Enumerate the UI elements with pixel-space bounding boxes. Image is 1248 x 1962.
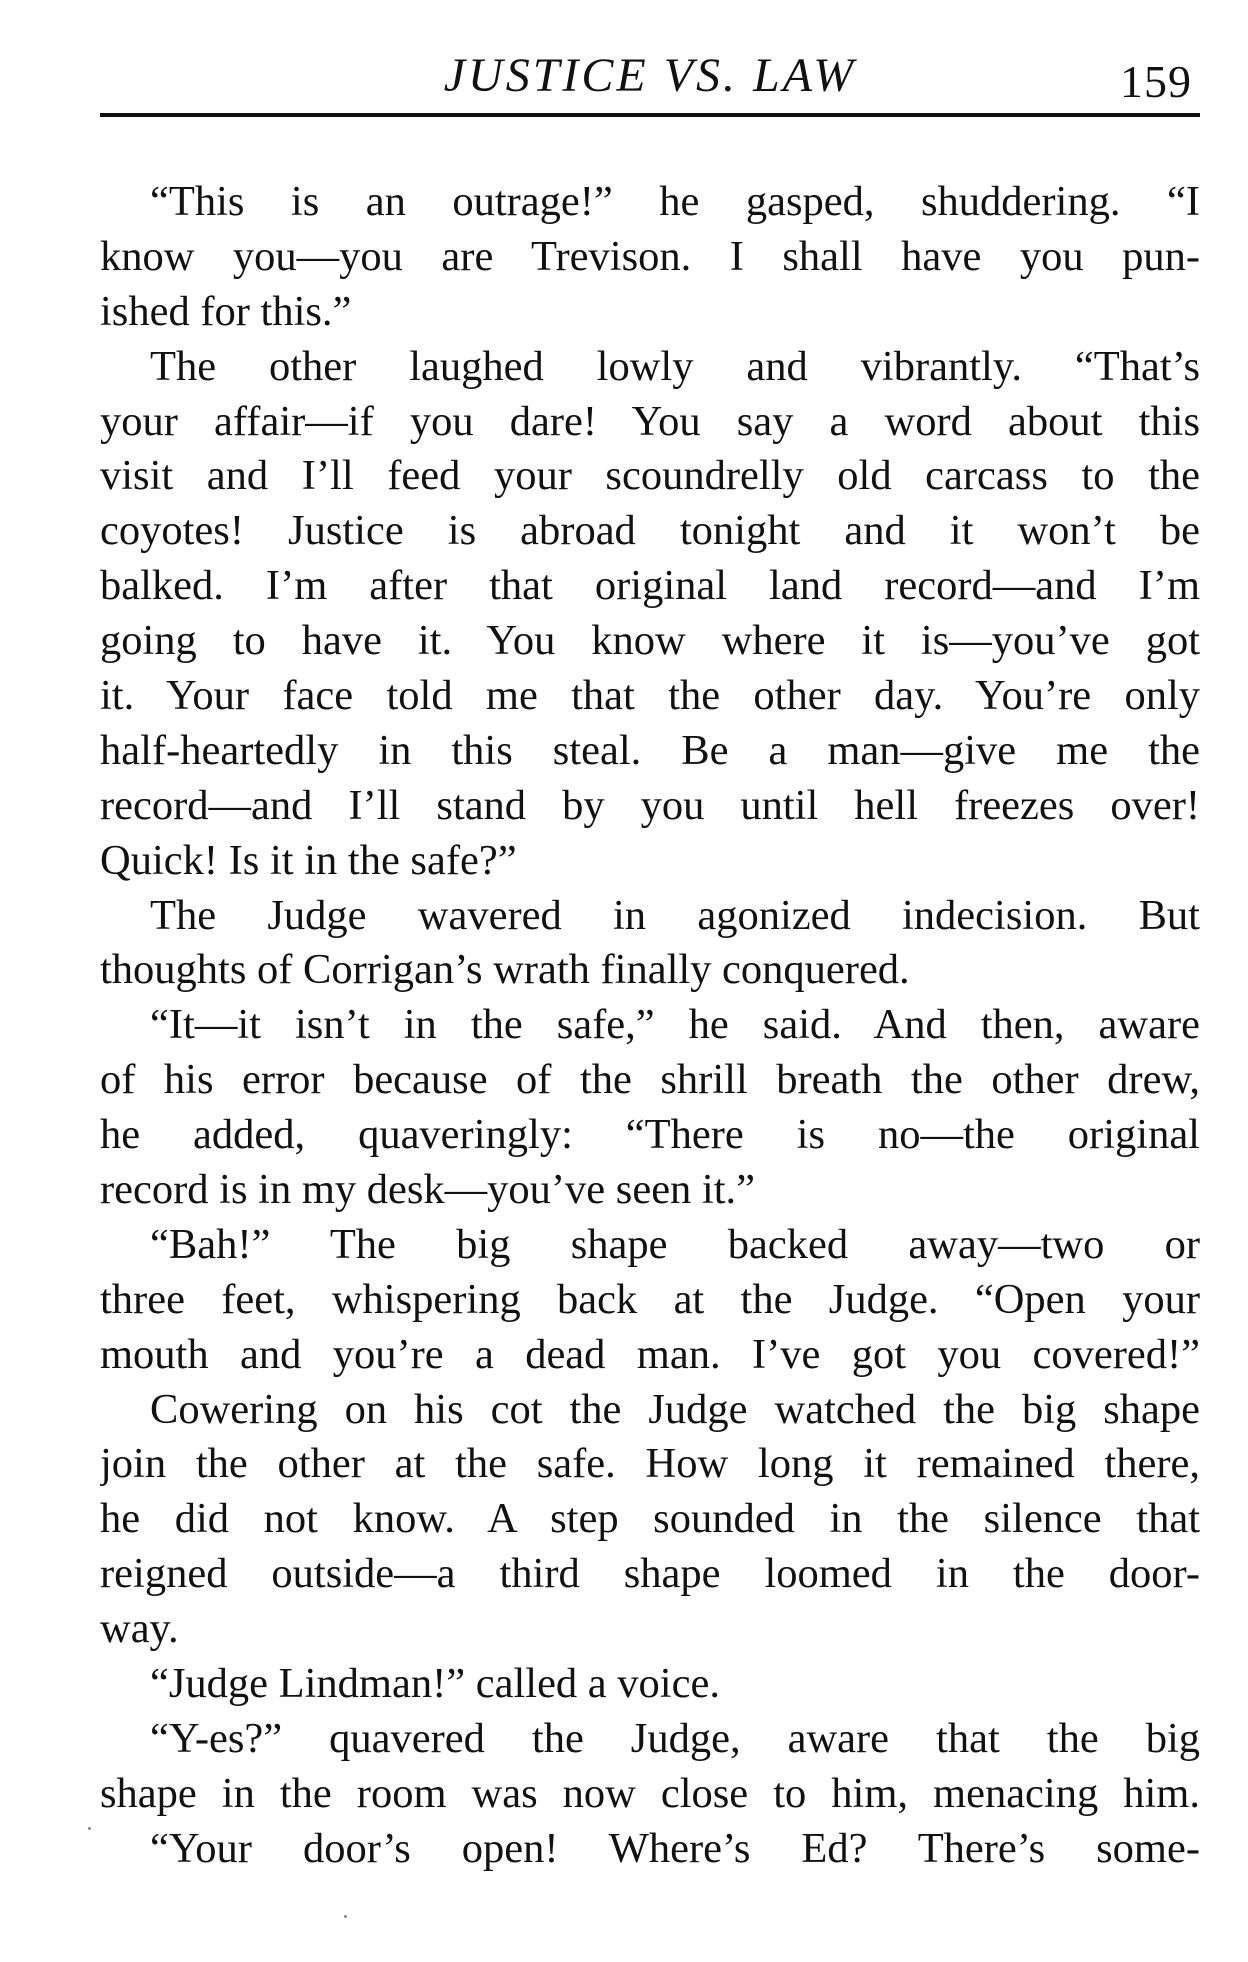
text-line: know you—you are Trevison. I shall have you pun- [100,232,1200,280]
text-line: The Judge wavered in agonized indecision. But [150,891,1200,939]
body-text [100,175,1200,1877]
text-line: reigned outside—a third shape loomed in the door- [100,1550,1200,1598]
text-line: thoughts of Corrigan’s wrath finally conquered. [100,946,910,994]
text-line: way. [100,1605,179,1653]
text-line: coyotes! Justice is abroad tonight and it won’t be [100,507,1200,555]
text-line: The other laughed lowly and vibrantly. “That’s [150,342,1200,390]
text-line: “It—it isn’t in the safe,” he said. And then, aware [150,1001,1200,1049]
text-line: balked. I’m after that original land record—and I’m [100,562,1200,610]
text-line: it. Your face told me that the other day. You’re only [100,672,1200,720]
text-line: half-heartedly in this steal. Be a man—give me the [100,726,1200,774]
text-line: shape in the room was now close to him, menacing him. [100,1769,1200,1817]
header-rule [100,113,1200,117]
text-line: Cowering on his cot the Judge watched the big shape [150,1385,1200,1433]
running-title: JUSTICE VS. LAW [443,49,857,102]
text-line: of his error because of the shrill breath the other drew, [100,1056,1200,1104]
text-line: join the other at the safe. How long it remained there, [100,1440,1200,1488]
text-line: “This is an outrage!” he gasped, shuddering. “I [150,178,1200,225]
margin-speck [88,1827,91,1830]
text-line: “Judge Lindman!” called a voice. [150,1660,720,1708]
text-line: record—and I’ll stand by you until hell freezes over! [100,781,1200,829]
text-line: visit and I’ll feed your scoundrelly old carcass to the [100,452,1200,500]
margin-speck [344,1915,347,1918]
text-line: record is in my desk—you’ve seen it.” [100,1166,756,1214]
page-number: 159 [1120,56,1192,107]
running-head [100,44,1200,114]
text-line: Quick! Is it in the safe?” [100,836,517,884]
text-line: three feet, whispering back at the Judge. “Open your [100,1275,1200,1323]
text-line: he did not know. A step sounded in the silence that [100,1495,1200,1543]
text-line: “Bah!” The big shape backed away—two or [150,1220,1200,1268]
text-line: mouth and you’re a dead man. I’ve got you covered!” [100,1330,1200,1378]
text-line: he added, quaveringly: “There is no—the original [100,1111,1200,1159]
text-line: “Your door’s open! Where’s Ed? There’s some- [150,1824,1200,1872]
text-line: going to have it. You know where it is—you’ve got [100,617,1200,665]
text-line: your affair—if you dare! You say a word about this [100,397,1200,445]
text-line: ished for this.” [100,287,352,335]
text-line: “Y-es?” quavered the Judge, aware that the big [150,1714,1200,1762]
